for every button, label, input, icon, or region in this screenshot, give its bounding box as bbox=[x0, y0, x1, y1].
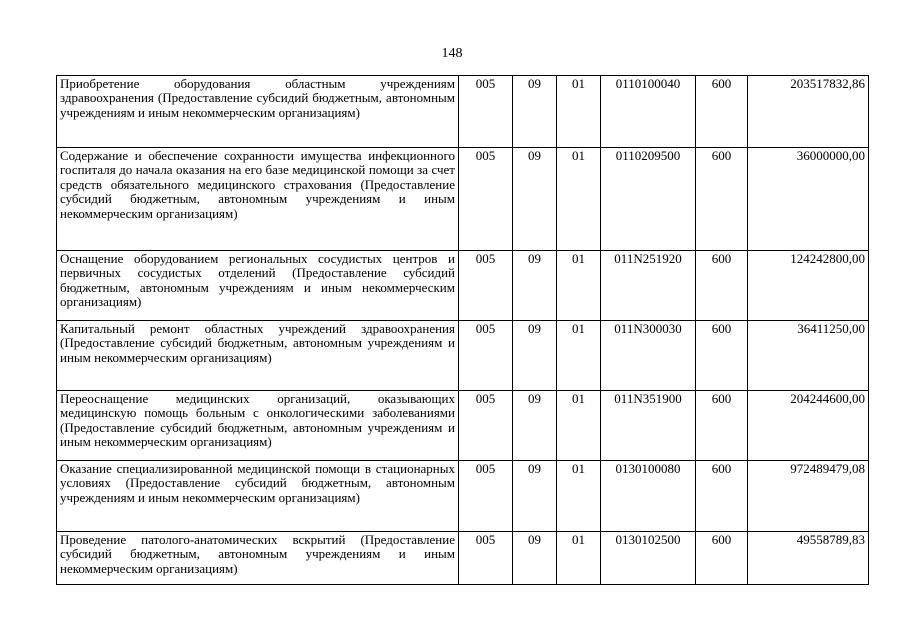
table-row bbox=[57, 251, 869, 321]
expense-type-code: 600 bbox=[696, 461, 748, 532]
table-row bbox=[57, 532, 869, 585]
target-article-code: 011N251920 bbox=[601, 251, 696, 321]
page-number: 148 bbox=[441, 46, 463, 61]
target-article-code: 011N351900 bbox=[601, 391, 696, 461]
target-article-code: 0110100040 bbox=[601, 76, 696, 148]
subsection-code: 01 bbox=[557, 532, 601, 585]
section-code: 09 bbox=[513, 532, 557, 585]
expense-type-code: 600 bbox=[696, 321, 748, 391]
amount: 49558789,83 bbox=[748, 532, 869, 585]
section-code: 09 bbox=[513, 148, 557, 251]
expense-description: Проведение патолого-анатомических вскрытий (Предоставление субсидий бюджетным, автономным учреждениям и иным некоммерческим организациям) bbox=[57, 532, 459, 585]
ministry-code: 005 bbox=[459, 461, 513, 532]
expense-description: Переоснащение медицинских организаций, оказывающих медицинскую помощь больным с онкологическими заболеваниями (Предоставление субсидий бюджетным, автономным учреждениям и иным некоммерческим организациям) bbox=[57, 391, 459, 461]
subsection-code: 01 bbox=[557, 251, 601, 321]
amount: 36411250,00 bbox=[748, 321, 869, 391]
target-article-code: 011N300030 bbox=[601, 321, 696, 391]
table-row bbox=[57, 321, 869, 391]
expense-type-code: 600 bbox=[696, 148, 748, 251]
table-row bbox=[57, 391, 869, 461]
subsection-code: 01 bbox=[557, 321, 601, 391]
expense-description: Содержание и обеспечение сохранности имущества инфекционного госпиталя до начала оказания на его базе медицинской помощи за счет средств обязательного медицинского страхования (Предоставление субсидий бюджетным, автономным учреждениям и иным некоммерческим организациям) bbox=[57, 148, 459, 251]
amount: 972489479,08 bbox=[748, 461, 869, 532]
ministry-code: 005 bbox=[459, 251, 513, 321]
amount: 124242800,00 bbox=[748, 251, 869, 321]
expense-type-code: 600 bbox=[696, 251, 748, 321]
subsection-code: 01 bbox=[557, 391, 601, 461]
expense-description: Оснащение оборудованием региональных сосудистых центров и первичных сосудистых отделений (Предоставление субсидий бюджетным, автономным учреждениям и иным некоммерческим организациям) bbox=[57, 251, 459, 321]
amount: 204244600,00 bbox=[748, 391, 869, 461]
table-row bbox=[57, 76, 869, 148]
expense-type-code: 600 bbox=[696, 76, 748, 148]
expense-description: Приобретение оборудования областным учреждениям здравоохранения (Предоставление субсидий бюджетным, автономным учреждениям и иным некоммерческим организациям) bbox=[57, 76, 459, 148]
expense-type-code: 600 bbox=[696, 532, 748, 585]
target-article-code: 0130100080 bbox=[601, 461, 696, 532]
ministry-code: 005 bbox=[459, 148, 513, 251]
budget-table bbox=[56, 75, 869, 585]
target-article-code: 0110209500 bbox=[601, 148, 696, 251]
subsection-code: 01 bbox=[557, 76, 601, 148]
expense-description: Оказание специализированной медицинской помощи в стационарных условиях (Предоставление субсидий бюджетным, автономным учреждениям и иным некоммерческим организациям) bbox=[57, 461, 459, 532]
target-article-code: 0130102500 bbox=[601, 532, 696, 585]
ministry-code: 005 bbox=[459, 532, 513, 585]
amount: 36000000,00 bbox=[748, 148, 869, 251]
section-code: 09 bbox=[513, 461, 557, 532]
section-code: 09 bbox=[513, 321, 557, 391]
expense-type-code: 600 bbox=[696, 391, 748, 461]
ministry-code: 005 bbox=[459, 76, 513, 148]
section-code: 09 bbox=[513, 251, 557, 321]
table-row bbox=[57, 461, 869, 532]
section-code: 09 bbox=[513, 391, 557, 461]
expense-description: Капитальный ремонт областных учреждений здравоохранения (Предоставление субсидий бюджетным, автономным учреждениям и иным некоммерческим организациям) bbox=[57, 321, 459, 391]
amount: 203517832,86 bbox=[748, 76, 869, 148]
section-code: 09 bbox=[513, 76, 557, 148]
subsection-code: 01 bbox=[557, 148, 601, 251]
subsection-code: 01 bbox=[557, 461, 601, 532]
ministry-code: 005 bbox=[459, 391, 513, 461]
table-row bbox=[57, 148, 869, 251]
ministry-code: 005 bbox=[459, 321, 513, 391]
